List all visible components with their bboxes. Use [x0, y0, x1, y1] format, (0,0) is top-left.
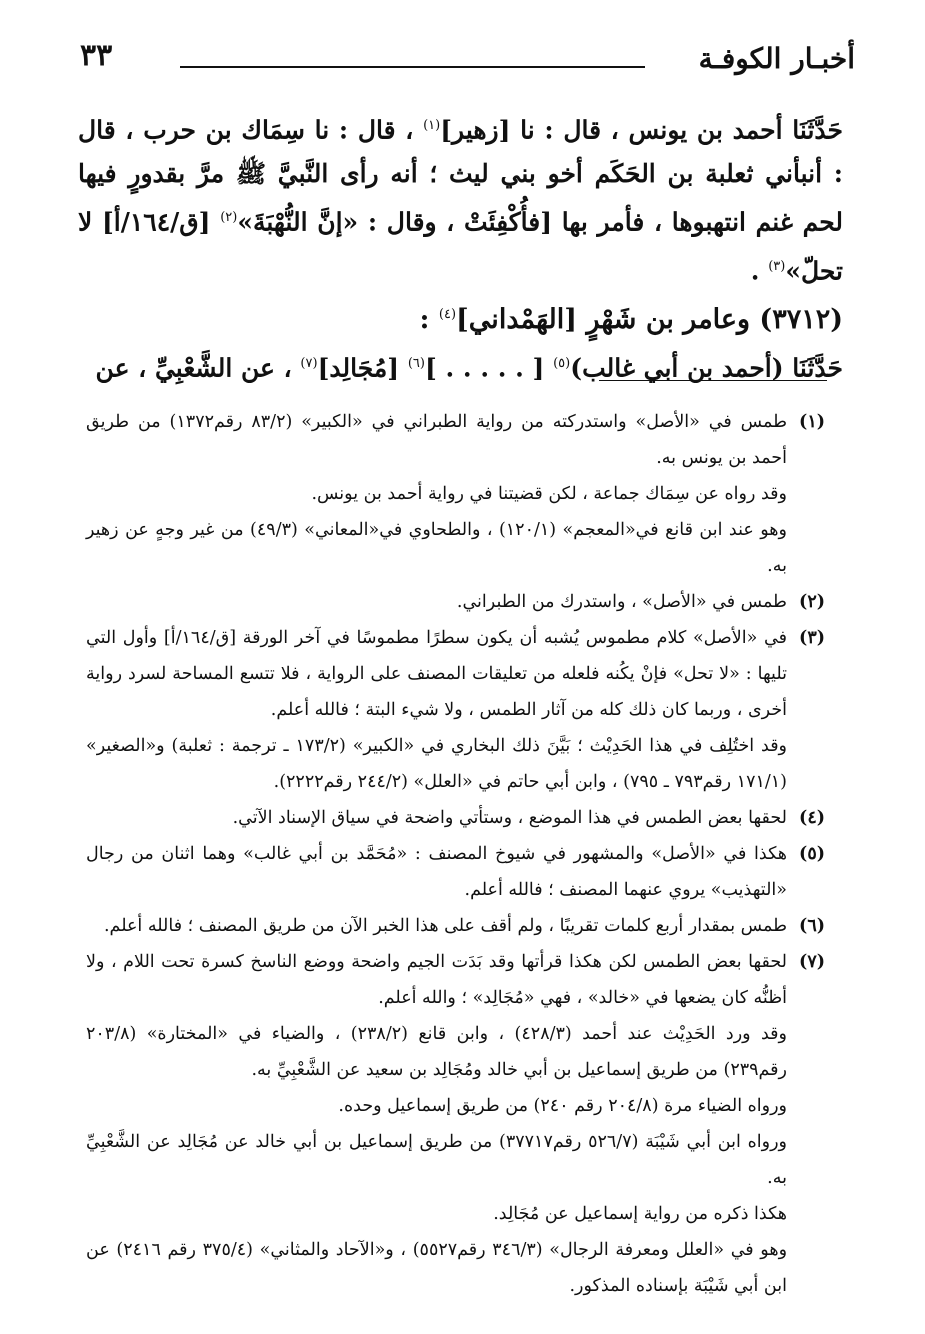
footnote-divider: [599, 380, 827, 381]
text-segment: ، قال : نا سِمَاك بن حرب ، قال : أنبأني ثعلبة بن الحَكَم أخو بني ليث ؛ أنه رأى النَّبيَّ ﷺ مرَّ بقدورٍ فيها لحم غنم انتهبوها ، فأمر بها [فأُكْفِئَتْ ، وقال : «إنَّ النُّهْبَةَ»: [78, 115, 843, 237]
hadith-paragraph-1: [78, 104, 843, 293]
text-segment: (أحمد بن أبي غالب): [570, 353, 784, 383]
footnote-text: طمس في «الأصل» واستدركته من رواية الطبراني في «الكبير» (٨٣/٢ رقم١٣٧٢) من طريق أحمد بن يونس به.: [86, 412, 787, 468]
hadith-lead: حَدَّثَنَا: [792, 353, 843, 383]
footnote-continuation: ورواه الضياء مرة (٢٠٤/٨ رقم ٢٤٠) من طريق إسماعيل وحده.: [338, 1096, 787, 1116]
footnote-continuation: هكذا ذكره من رواية إسماعيل عن مُجَالِد.: [493, 1204, 787, 1224]
footnote-number: (٤): [799, 808, 825, 828]
footnote-continuation: وقد ورد الحَدِيْث عند أحمد (٤٢٨/٣) ، وابن قانع (٢٣٨/٢) ، والضياء في «المختارة» (٢٠٣/٨ رقم٢٣٩) من طريق إسماعيل بن أبي خالد ومُجَالِد بن سعيد عن الشَّعْبِيِّ به.: [86, 1024, 787, 1080]
footnote-continuation: ورواه ابن أبي شَيْبَة (٥٢٦/٧ رقم٣٧٧١٧) من طريق إسماعيل بن أبي خالد عن مُجَالِد عن الشَّعْبِيِّ به.: [86, 1132, 787, 1188]
chapter-heading: [78, 293, 843, 342]
footnote-ref-6: (٦): [407, 355, 425, 371]
page-number: ٣٣: [80, 38, 113, 73]
footnote-ref-1: (١): [423, 118, 441, 133]
running-title: أخبـار الكوفـة: [698, 42, 855, 75]
footnote-number: (٢): [799, 592, 825, 612]
footnotes: [86, 404, 825, 1304]
footnote-number: (١): [799, 412, 825, 432]
footnote-text: هكذا في «الأصل» والمشهور في شيوخ المصنف : «مُحَمَّد بن أبي غالب» وهما اثنان من رجال «التهذيب» يروي عنهما المصنف ؛ فالله أعلم.: [86, 844, 787, 900]
footnote-continuation: وقد اختُلِف في هذا الحَدِيْث ؛ بَيَّنَ ذلك البخاري في «الكبير» (١٧٣/٢ ـ ترجمة : ثعلبة) و«الصغير» (١٧١/١ رقم٧٩٣ ـ ٧٩٥) ، وابن أبي حاتم في «العلل» (٢٤٤/٢ رقم٢٢٢٢).: [86, 736, 788, 792]
text-segment: [مُجَالِد]: [317, 353, 400, 383]
text-segment: أحمد بن يونس ، قال : نا [زهير]: [440, 115, 783, 145]
footnote-3: [86, 620, 825, 728]
text-segment: .: [750, 255, 760, 285]
footnote-number: (٣): [799, 628, 825, 648]
hadith-paragraph-2: [78, 342, 843, 390]
chapter-heading-text: (٣٧١٢) وعامر بن شَهْرٍ [الهَمْداني]: [456, 303, 843, 335]
footnote-ref-5: (٥): [553, 355, 571, 371]
footnote-ref-2: (٢): [220, 210, 238, 226]
footnote-text: طمس بمقدار أربع كلمات تقريبًا ، ولم أقف على هذا الخبر الآن من طريق المصنف ؛ فالله أعلم.: [103, 916, 787, 936]
hadith-lead: حَدَّثَنَا: [792, 115, 843, 145]
footnote-number: (٦): [799, 916, 825, 936]
footnote-1: [86, 404, 825, 476]
chapter-heading-tail: :: [419, 303, 430, 335]
text-segment: ، عن الشَّعْبِيِّ ، عن: [95, 353, 292, 383]
footnote-number: (٥): [799, 844, 825, 864]
footnote-continuation: وقد رواه عن سِمَاك جماعة ، لكن قضيتنا في رواية أحمد بن يونس.: [311, 484, 787, 504]
footnote-text: لحقها بعض الطمس لكن هكذا قرأتها وقد بَدَت الجيم واضحة ووضع الناسخ كسرة تحت اللام ، ولا أظنُّه كان يضعها في «خالد» ، فهي «مُجَالِد» ؛ والله أعلم.: [86, 952, 787, 1008]
page-header: [80, 38, 855, 88]
footnote-2: [86, 584, 825, 620]
footnote-continuation: وهو عند ابن قانع في«المعجم» (١٢٠/١) ، والطحاوي في«المعاني» (٤٩/٣) من غير وجهٍ عن زهير به.: [86, 520, 787, 576]
footnote-ref-4: (٤): [438, 306, 457, 322]
footnote-6: [86, 908, 825, 944]
main-text: [78, 104, 843, 390]
footnote-text: في «الأصل» كلام مطموس يُشبه أن يكون سطرًا مطموسًا في آخر الورقة [ق/١٦٤/أ] وأول التي تليها : «لا تحل» فإنْ يكُنه فلعله من تعليقات المصنف على الرواية ، فلا تتسع المساحة لسرد رواية أخرى ، وربما كان ذلك كله من آثار الطمس ، ولا شيء البتة ؛ فالله أعلم.: [86, 628, 787, 720]
footnote-ref-7: (٧): [300, 355, 318, 371]
header-rule: [180, 66, 645, 68]
footnote-continuation: وهو في «العلل ومعرفة الرجال» (٣٤٦/٣ رقم٥٥٢٧) ، و«الآحاد والمثاني» (٣٧٥/٤ رقم ٢٤١٦) عن ابن أبي شَيْبَة بإسناده المذكور.: [86, 1240, 788, 1296]
footnote-5: [86, 836, 825, 908]
footnote-4: [86, 800, 825, 836]
footnote-number: (٧): [799, 952, 825, 972]
footnote-text: طمس في «الأصل» ، واستدرك من الطبراني.: [456, 592, 787, 612]
text-segment: [ . . . . . ]: [424, 353, 545, 383]
footnote-ref-3: (٣): [768, 258, 786, 274]
footnote-7: [86, 944, 825, 1016]
footnote-text: لحقها بعض الطمس في هذا الموضع ، وستأتي واضحة في سياق الإسناد الآتي.: [232, 808, 787, 828]
text-segment: [ق/١٦٤/أ] لا تحلّ»: [78, 207, 843, 285]
